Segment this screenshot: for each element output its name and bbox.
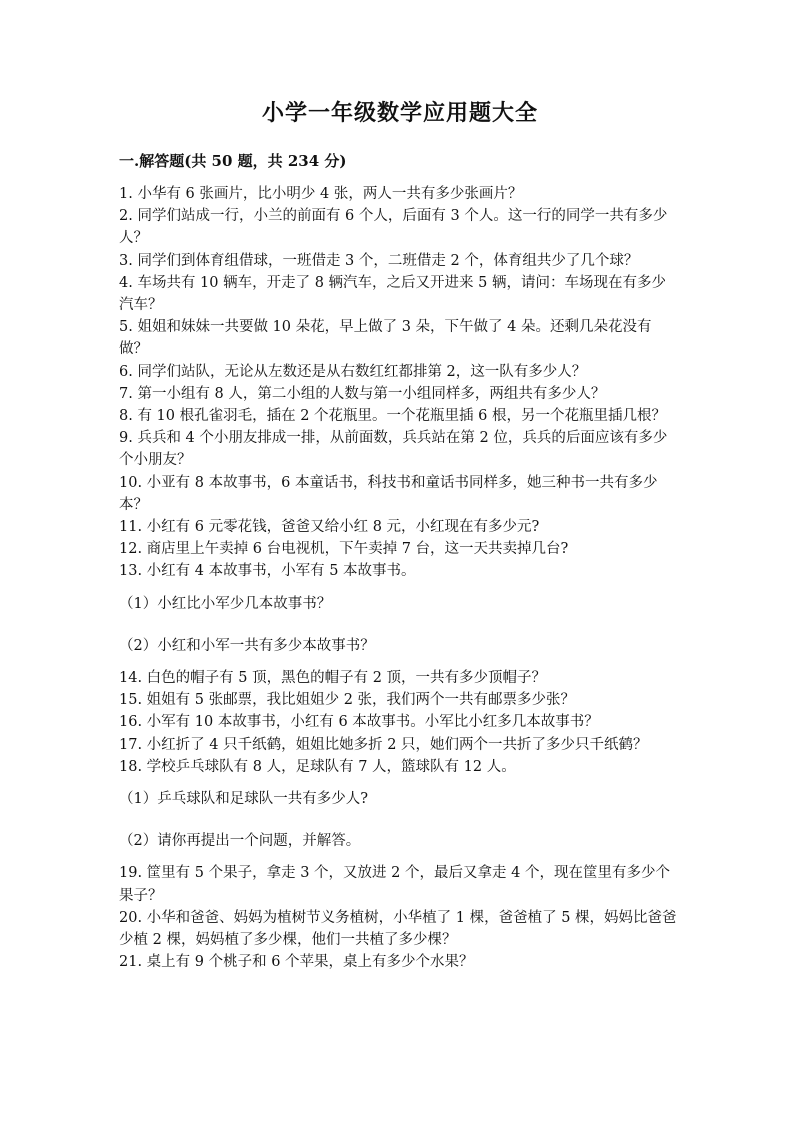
question-18-part-2: （2）请你再提出一个问题，并解答。 [119,833,361,850]
question-12: 12. 商店里上午卖掉 6 台电视机，下午卖掉 7 台，这一天共卖掉几台? [119,541,569,558]
question-16: 16. 小军有 10 本故事书，小红有 6 本故事书。小军比小红多几本故事书？ [119,714,599,731]
question-21: 21. 桌上有 9 个桃子和 6 个苹果，桌上有多少个水果？ [119,954,474,971]
question-19: 19. 筐里有 5 个果子，拿走 3 个，又放进 2 个，最后又拿走 4 个，现在筐里有多少个果子？ [119,865,670,904]
question-13-part-2: （2）小红和小军一共有多少本故事书？ [119,637,375,654]
question-20: 20. 小华和爸爸、妈妈为植树节义务植树，小华植了 1 棵，爸爸植了 5 棵，妈妈比爸爸少植 2 棵，妈妈植了多少棵，他们一共植了多少棵？ [119,909,677,949]
question-2: 2. 同学们站成一行，小兰的前面有 6 个人，后面有 3 个人。这一行的同学一共有多少人？ [119,208,668,247]
section-heading: 一.解答题(共 50 题，共 234 分) [119,152,347,170]
question-3: 3. 同学们到体育组借球，一班借走 3 个，二班借走 2 个，体育组共少了几个球？ [119,252,639,269]
question-1: 1. 小华有 6 张画片，比小明少 4 张，两人一共有多少张画片？ [119,186,523,202]
question-4: 4. 车场共有 10 辆车，开走了 8 辆汽车，之后又开进来 5 辆，请问：车场现在有多少汽车？ [119,274,666,314]
question-9: 9. 兵兵和 4 个小朋友排成一排，从前面数，兵兵站在第 2 位，兵兵的后面应该有多少个小朋友？ [119,430,668,469]
question-15: 15. 姐姐有 5 张邮票，我比姐姐少 2 张，我们两个一共有邮票多少张？ [119,692,576,709]
question-13-part-1: （1）小红比小军少几本故事书？ [119,595,332,612]
page-title: 小学一年级数学应用题大全 [261,100,538,126]
question-8: 8. 有 10 根孔雀羽毛，插在 2 个花瓶里。一个花瓶里插 6 根，另一个花瓶里插几根？ [119,408,666,425]
question-10: 10. 小亚有 8 本故事书，6 本童话书，科技书和童话书同样多，她三种书一共有多少本？ [119,474,658,513]
question-7: 7. 第一小组有 8 人，第二小组的人数与第一小组同样多，两组共有多少人？ [119,385,606,402]
question-5: 5. 姐姐和妹妹一共要做 10 朵花，早上做了 3 朵，下午做了 4 朵。还剩几朵花没有做？ [119,319,652,358]
question-14: 14. 白色的帽子有 5 顶，黑色的帽子有 2 顶，一共有多少顶帽子？ [119,670,547,687]
question-11: 11. 小红有 6 元零花钱，爸爸又给小红 8 元，小红现在有多少元? [119,519,540,536]
question-18: 18. 学校乒乓球队有 8 人，足球队有 7 人，篮球队有 12 人。 [119,758,516,775]
question-17: 17. 小红折了 4 只千纸鹤，姐姐比她多折 2 只，她们两个一共折了多少只千纸鹤？ [119,736,648,753]
question-6: 6. 同学们站队，无论从左数还是从右数红红都排第 2，这一队有多少人？ [119,363,587,380]
question-list [119,183,679,974]
question-13: 13. 小红有 4 本故事书，小军有 5 本故事书。 [119,563,416,580]
question-18-part-1: （1）乒乓球队和足球队一共有多少人? [119,791,368,808]
